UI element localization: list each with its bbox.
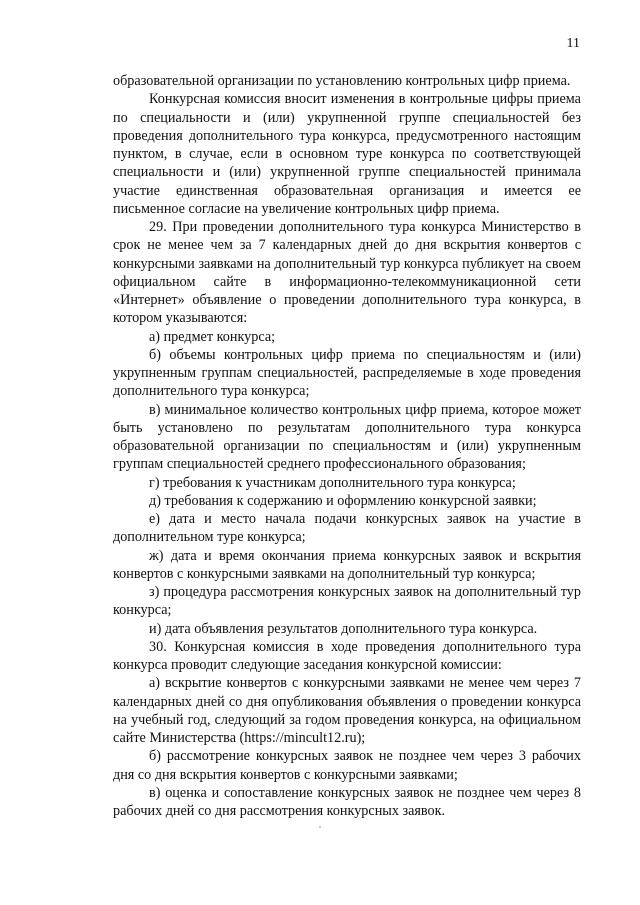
paragraph-item-30: 30. Конкурсная комиссия в ходе проведения дополнительного тура конкурса проводит следующие заседания конкурсной комиссии:	[113, 638, 581, 673]
list-item-30-b: б) рассмотрение конкурсных заявок не позднее чем через 3 рабочих дня со дня вскрытия конвертов с конкурсными заявками;	[113, 748, 581, 783]
paragraph-item-29: 29. При проведении дополнительного тура конкурса Министерство в срок не менее чем за 7 календарных дней до дня вскрытия конвертов с конкурсными заявками на дополнительный тур конкурса публикует на своем официальном сайте в информационно-телекоммуникационной сети «Интернет» объявление о проведении дополнительного тура конкурса, в котором указываются:	[113, 219, 581, 327]
paragraph-continuation: образовательной организации по установлению контрольных цифр приема.	[113, 73, 571, 89]
list-item-29-zh: ж) дата и время окончания приема конкурсных заявок и вскрытия конвертов с конкурсными заявками на дополнительный тур конкурса;	[113, 547, 581, 582]
scan-speck	[319, 826, 321, 828]
list-item-29-b: б) объемы контрольных цифр приема по специальностям и (или) укрупненным группам специальностей, распределяемые в ходе проведения дополнительного тура конкурса;	[113, 346, 581, 400]
list-item-29-v: в) минимальное количество контрольных цифр приема, которое может быть установлено по результатам дополнительного тура конкурса образовательной организации по специальностям и (или) укрупненным группам специальностей среднего профессионального образования;	[113, 401, 581, 473]
list-item-29-e: е) дата и место начала подачи конкурсных заявок на участие в дополнительном туре конкурса;	[113, 511, 581, 546]
list-item-29-a: а) предмет конкурса;	[149, 328, 276, 345]
list-item-29-d: д) требования к содержанию и оформлению конкурсной заявки;	[149, 492, 537, 509]
paragraph-commission-changes: Конкурсная комиссия вносит изменения в контрольные цифры приема по специальности и (или) укрупненной группе специальностей без проведения дополнительного тура конкурса, предусмотренного настоящим пунктом, в случае, если в основном туре конкурса по соответствующей специальности и (или) укрупненной группе специальностей принимала участие единственная образовательная организация и имеется ее письменное согласие на увеличение контрольных цифр приема.	[113, 91, 581, 217]
document-body	[113, 72, 581, 820]
list-item-29-g: г) требования к участникам дополнительного тура конкурса;	[149, 474, 516, 491]
list-item-29-i: и) дата объявления результатов дополнительного тура конкурса.	[149, 620, 538, 637]
list-item-29-z: з) процедура рассмотрения конкурсных заявок на дополнительный тур конкурса;	[113, 584, 581, 619]
list-item-30-a: а) вскрытие конвертов с конкурсными заявками не менее чем через 7 календарных дней со дня опубликования объявления о проведении конкурса на учебный год, следующий за годом проведения конкурса, на официальном сайте Министерства (https://mincult12.ru);	[113, 675, 581, 746]
list-item-30-v: в) оценка и сопоставление конкурсных заявок не позднее чем через 8 рабочих дней со дня рассмотрения конкурсных заявок.	[113, 784, 581, 819]
page-number: 11	[566, 36, 580, 51]
